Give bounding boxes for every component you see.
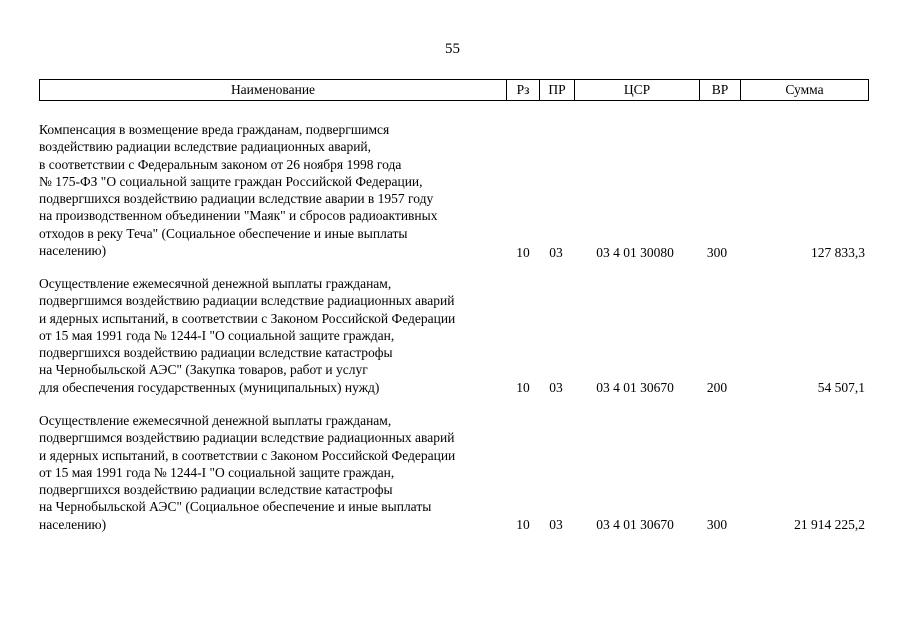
header-rz: Рз [507,80,540,101]
row-csr: 03 4 01 30670 [596,517,674,532]
row-csr: 03 4 01 30080 [596,245,674,260]
header-sum: Сумма [741,80,869,101]
row-vr: 300 [706,517,728,532]
row-pr: 03 [549,380,563,395]
row-vr: 200 [706,380,728,395]
column-header-table [39,79,869,101]
table-row [39,121,865,261]
row-csr: 03 4 01 30670 [596,380,674,395]
page-number: 55 [445,41,460,57]
header-vr: ВР [700,80,741,101]
header-row [40,80,869,101]
row-description: Компенсация в возмещение вреда гражданам, подвергшимся воздействию радиации вследствие радиационных аварий, в соответствии с Федеральным законом от 26 ноября 1998 года № 175-ФЗ "О социальной защите граждан Российской Федерации, подвергшихся воздействию радиации вследствие аварии в 1957 году на производственном объединении "Маяк" и сбросов радиоактивных отходов в реку Теча" (Социальное обеспечение и иные выплаты населению) [39,122,438,259]
row-description: Осуществление ежемесячной денежной выплаты гражданам, подвергшимся воздействию радиации вследствие радиационных аварий и ядерных испытаний, в соответствии с Законом Российской Федерации от 15 мая 1991 года № 1244-I "О социальной защите граждан, подвергшихся воздействию радиации вследствие катастрофы на Чернобыльской АЭС" (Закупка товаров, работ и услуг для обеспечения государственных (муниципальных) нужд) [39,276,456,395]
row-rz: 10 [516,245,530,260]
row-rz: 10 [516,517,530,532]
table-row [39,275,865,397]
header-name: Наименование [40,80,507,101]
row-pr: 03 [549,517,563,532]
row-sum: 127 833,3 [811,245,865,260]
row-description: Осуществление ежемесячной денежной выплаты гражданам, подвергшимся воздействию радиации вследствие радиационных аварий и ядерных испытаний, в соответствии с Законом Российской Федерации от 15 мая 1991 года № 1244-I "О социальной защите граждан, подвергшихся воздействию радиации вследствие катастрофы на Чернобыльской АЭС" (Социальное обеспечение и иные выплаты населению) [39,413,456,532]
row-rz: 10 [516,380,530,395]
header-csr: ЦСР [575,80,700,101]
row-sum: 54 507,1 [817,380,865,395]
row-vr: 300 [706,245,728,260]
row-pr: 03 [549,245,563,260]
row-sum: 21 914 225,2 [794,517,865,532]
table-row [39,412,865,534]
header-pr: ПР [540,80,575,101]
